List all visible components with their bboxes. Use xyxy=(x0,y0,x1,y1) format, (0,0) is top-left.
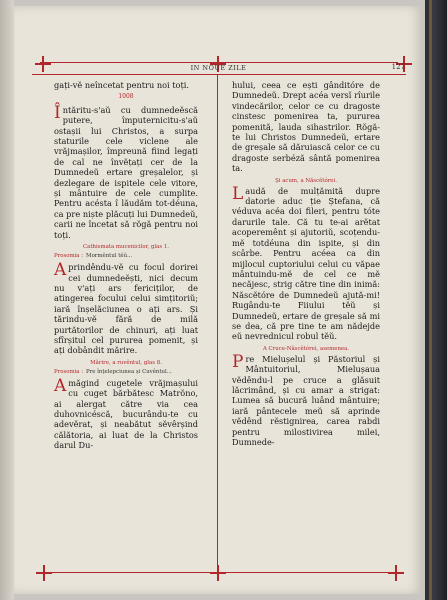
book-page xyxy=(14,6,423,594)
left-paragraph-4 xyxy=(54,375,198,451)
drop-cap: P xyxy=(232,351,244,372)
left-paragraph-2 xyxy=(54,102,198,240)
book-spine xyxy=(425,0,447,600)
right-column xyxy=(232,80,380,447)
right-paragraph-2-text: audă de mulțămită dupre datorie aduc ție Ștefana, că véduva acéa doi fileri, pentru tóte darurile tale. Că tu te-ai arĕtat acoperemênt și ajutoriŭ, scoțendu-mĕ totdéuna din ispite, și din scârbe. Pentru acéea ca din mijlocul cuptoriului celui cu văpae mântuindu-mĕ de cel ce mĕ necăjesc, strig către tine din inimă: Născĕtóre de Dumnedeŭ ajută-mi! Rugându-te Fiiului tĕŭ și Dumnedeŭ, ertare de greșale să mi se dea, că pre tine te am nădejde eŭ nevrednicul robul tĕŭ. xyxy=(232,185,380,342)
ornament-bottom-right xyxy=(388,565,404,581)
drop-cap: A xyxy=(54,375,67,396)
prosomia-label: Prosomia : xyxy=(54,253,84,260)
left-heading-2: Mărire, a ruvêntul, glas 8. xyxy=(90,359,162,366)
right-paragraph-3 xyxy=(232,351,380,448)
drop-cap: Î xyxy=(54,102,61,123)
left-paragraph-3 xyxy=(54,262,198,356)
page-number: 127 xyxy=(391,63,405,71)
center-rule xyxy=(217,74,218,570)
prosomia-text: Mormêntul tĕŭ... xyxy=(86,253,133,260)
top-rule xyxy=(32,74,406,75)
left-paragraph-4-text: măgind cugetele vrăjmașului cu cuget bărbătesc Matrŏno, ai alergat către via cea duhovnicéscă, bucurându-te cu adevĕrat, și neabătut sĕvêrșind călătoria, ai luat de la Christos darul Du- xyxy=(54,377,198,451)
left-heading-1: Cathismata mucenicilor, glas 1. xyxy=(82,244,169,251)
hymn-number: 1008 xyxy=(118,93,134,101)
right-paragraph-1: hului, ceea ce ești gânditóre de Dumnedeŭ. Drept acéa versĭ rîurile vindecărilor, celor ce cu dragoste cinstesc pomenirea ta, pururea pomenită, lauda sihastrilor. Rŏgă-te lui Christos Dumnedeŭ, ertare de greșale să dăruiască celor ce cu dragoste serbéză sântă pomenirea ta. xyxy=(232,80,380,174)
left-paragraph-1: gați-vĕ neîncetat pentru noi toți. xyxy=(54,80,189,90)
ornament-bottom-center xyxy=(210,565,226,581)
right-paragraph-3-text: re Mielușelul și Păstoriul și Mântuitoriul, Mielușaua vĕdêndu-l pe cruce a glăsuit lăcrimând, și cu amar a strigat: Lumea să bucură luând mântuire; iară pântecele meŭ să aprinde vĕdênd rĕstignirea, carea rabdi pentru milostivirea milei, Dumnede- xyxy=(232,353,380,447)
running-title: IN NOUE ZILE xyxy=(190,64,247,72)
drop-cap: A xyxy=(54,260,67,281)
left-paragraph-3-text: prindêndu-vĕ cu focul dorirei cei dumnedeĕști, nici decum nu v'ați ars fericiților, de atingerea focului celui simțitoriŭ; iară înșelăciunea o ați ars. Și tărindu-vĕ fără de milă purtătorilor de chinuri, ați luat sfîrșitul cel pururea pomenit, și ați dobândit mărire. xyxy=(54,262,198,356)
left-prosomia-2 xyxy=(54,368,198,376)
drop-cap: L xyxy=(232,183,244,204)
prosomia-text: Pre înțelepciunea și Cuvêntul... xyxy=(86,368,172,375)
left-paragraph-2-text: ntăritu-s'aŭ cu dumnedeĕscă putere, împuternicitu-s'aŭ ostașii lui Christos, a surpa staturile cele viclene ale vrăjmașilor, împreună fiind legați de cal ne învĕțați cer de la Dumnedeŭ ertare greșalelor, și dezlegare de ispitele cele vitore, și mântuire de cele cumplite. Pentru acésta î lăudăm tot-déuna, ca pre niște plăcuți lui Dumnedeŭ, carii ne încetat să rŏgă pentru noi toți. xyxy=(54,104,198,240)
right-heading-1: Și acum, a Născĕtórei. xyxy=(275,177,337,184)
left-column xyxy=(54,80,198,451)
ornament-bottom-left xyxy=(36,565,52,581)
left-prosomia-1 xyxy=(54,252,198,260)
right-paragraph-2 xyxy=(232,183,380,342)
previous-pages-edge xyxy=(0,0,14,600)
prosomia-label: Prosomia : xyxy=(54,368,84,375)
right-heading-2: A Cruce-Născĕtórei, asemenea. xyxy=(262,345,350,352)
